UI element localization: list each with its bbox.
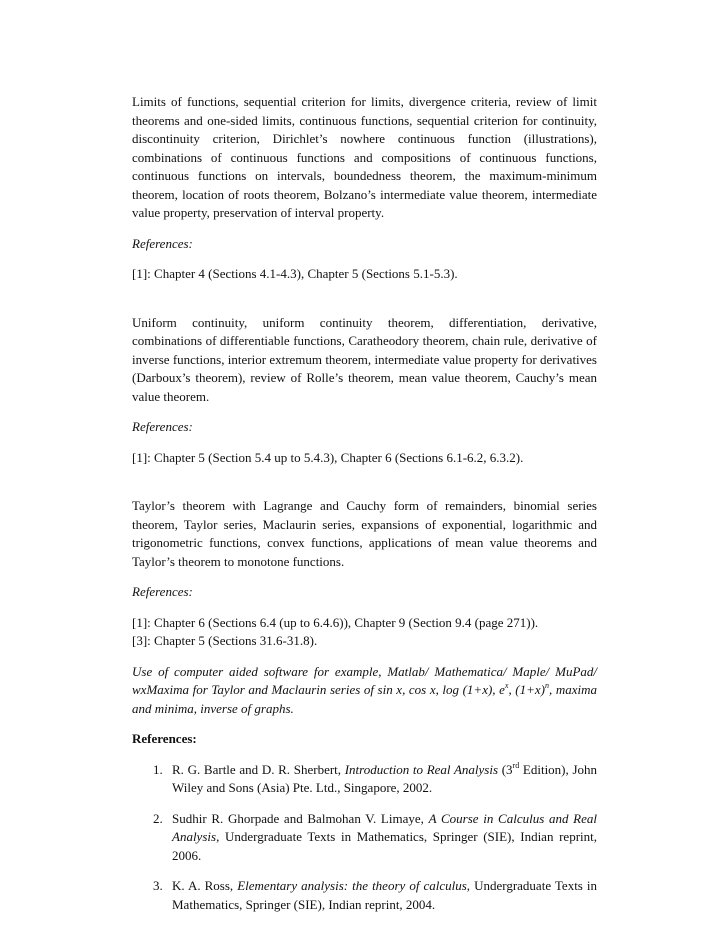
software-superscript-x: x [504, 681, 509, 690]
book-authors: K. A. Ross, [172, 878, 238, 893]
book-publisher: , Undergraduate Texts in Mathematics, Springer (SIE), Indian reprint, 2006. [172, 829, 597, 863]
book-title: Introduction to Real Analysis [344, 761, 499, 777]
book-number: 1. [153, 761, 163, 777]
book-item [132, 877, 597, 914]
book-number: 2. [153, 810, 163, 826]
book-item [132, 761, 597, 798]
book-publisher: , Undergraduate Texts in Mathematics, Springer (SIE), Indian reprint, 2004. [172, 878, 598, 912]
section3-reference-line-1: [1]: Chapter 6 (Sections 6.4 (up to 6.4.6)), Chapter 9 (Section 9.4 (page 271)). [132, 614, 539, 630]
section2-reference-line: [1]: Chapter 5 (Section 5.4 up to 5.4.3), Chapter 6 (Sections 6.1-6.2, 6.3.2). [132, 449, 524, 465]
book-edition: (3 [498, 761, 513, 777]
software-text-2: , (1+x) [508, 682, 545, 697]
book-edition-suffix: Edition), [519, 761, 573, 777]
section2-references-label: References: [132, 419, 193, 434]
section1-paragraph: Limits of functions, sequential criterion for limits, divergence criteria, review of limit theorems and one-sided limits, continuous functions, sequential criterion for continuity, discontinuity criterion, Dirichlet’s nowhere continuous function (illustrations), combinations of continuous functions and compositions of continuous functions, continuous functions on intervals, boundedness theorem, the maximum-minimum theorem, location of roots theorem, Bolzano’s intermediate value theorem, intermediate value property, preservation of interval property. [132, 94, 597, 220]
page-content [132, 93, 597, 914]
book-authors: Sudhir R. Ghorpade and Balmohan V. Limaye, [172, 810, 429, 826]
software-text-3: , maxima and minima, inverse of graphs. [132, 682, 597, 716]
book-list [132, 761, 597, 915]
section3-paragraph: Taylor’s theorem with Lagrange and Cauchy form of remainders, binomial series theorem, Taylor series, Maclaurin series, expansions of exponential, logarithmic and trigonometric functions, convex functions, applications of mean value theorems and Taylor’s theorem to monotone functions. [132, 498, 597, 569]
software-paragraph [132, 663, 597, 719]
section3-reference-line-2: [3]: Chapter 5 (Sections 31.6-31.8). [132, 633, 318, 648]
references-heading: References: [132, 731, 197, 746]
book-title: Elementary analysis: the theory of calculus [237, 878, 467, 893]
section1-reference-line: [1]: Chapter 4 (Sections 4.1-4.3), Chapter 5 (Sections 5.1-5.3). [132, 266, 458, 281]
section3-references-label: References: [132, 584, 193, 599]
section1-references-label: References: [132, 235, 193, 251]
book-publisher: John Wiley and Sons (Asia) Pte. Ltd., Singapore, 2002. [172, 761, 597, 795]
book-item [132, 810, 597, 866]
software-text-1: Use of computer aided software for example, Matlab/ Mathematica/ Maple/ MuPad/ wxMaxima for Taylor and Maclaurin series of sin x, cos x, log (1+x), e [132, 663, 597, 697]
software-superscript-n: n [545, 681, 549, 690]
book-title: A Course in Calculus and Real Analysis [172, 810, 597, 844]
book-number: 3. [153, 878, 163, 893]
section2-paragraph: Uniform continuity, uniform continuity theorem, differentiation, derivative, combinations of differentiable functions, Caratheodory theorem, chain rule, derivative of inverse functions, interior extremum theorem, intermediate value property for derivatives (Darboux’s theorem), review of Rolle’s theorem, mean value theorem, Cauchy’s mean value theorem. [132, 314, 597, 404]
book-edition-superscript: rd [512, 760, 520, 770]
book-authors: R. G. Bartle and D. R. Sherbert, [172, 761, 345, 777]
